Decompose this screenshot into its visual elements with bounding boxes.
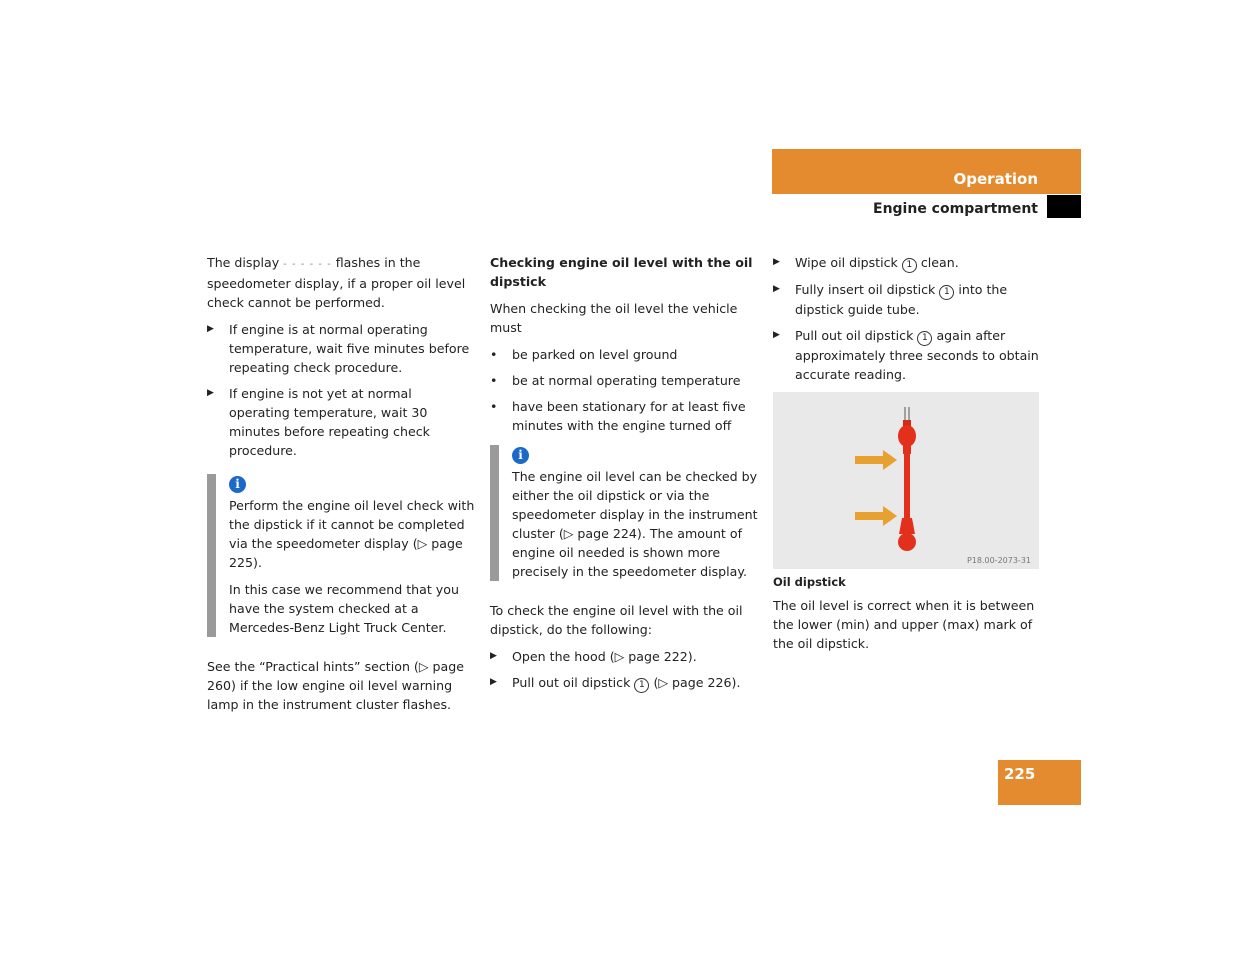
step-item: ▶ Pull out oil dipstick 1 (▷ page 226). [490, 673, 758, 693]
step-arrow-icon: ▶ [773, 330, 780, 340]
step-item: ▶ If engine is at normal operating temperature, wait five minutes before repeating check procedure. [207, 322, 470, 375]
column-1 [207, 253, 475, 714]
instruction-paragraph: To check the engine oil level with the oil dipstick, do the following: [490, 603, 743, 637]
subsection-title: Engine compartment [873, 201, 1038, 217]
step-item: ▶ Wipe oil dipstick 1 clean. [773, 253, 1039, 273]
callout-number: 1 [634, 678, 649, 693]
figure-caption: Oil dipstick [773, 575, 846, 589]
page-number: 225 [1004, 765, 1036, 783]
bullet-item: • be at normal operating temperature [490, 373, 741, 388]
info-note [207, 474, 475, 637]
section-heading: Checking engine oil level with the oil dipstick [490, 255, 753, 289]
intro-paragraph: The display - - - - - - flashes in the speedometer display, if a proper oil level check cannot be performed. [207, 255, 466, 310]
column-2 [490, 253, 758, 700]
note-bar [207, 474, 216, 637]
column-3 [773, 253, 1039, 653]
callout-number: 1 [902, 258, 917, 273]
step-arrow-icon: ▶ [490, 677, 497, 687]
step-arrow-icon: ▶ [207, 388, 214, 398]
upper-mark-arrow-icon [855, 450, 897, 470]
dipstick-illustration [773, 392, 1039, 569]
note-bar [490, 445, 499, 581]
bullet-icon: • [490, 373, 498, 388]
note-paragraph: Perform the engine oil level check with the dipstick if it cannot be completed via the speedometer display (▷ page 225). [229, 498, 475, 570]
intro-paragraph: When checking the oil level the vehicle must [490, 301, 738, 335]
lower-mark-arrow-icon [855, 506, 897, 526]
step-arrow-icon: ▶ [490, 651, 497, 661]
bullet-item: • be parked on level ground [490, 347, 678, 362]
subsection-header [772, 195, 1046, 218]
figure-code: P18.00-2073-31 [966, 556, 1031, 565]
dipstick-lower-taper [899, 518, 915, 534]
header-marker [1047, 195, 1081, 218]
callout-number: 1 [939, 285, 954, 300]
bullet-item: • have been stationary for at least five minutes with the engine turned off [490, 399, 746, 433]
note-paragraph: In this case we recommend that you have the system checked at a Mercedes-Benz Light Truck Center. [229, 582, 459, 635]
page-number-box [998, 760, 1081, 805]
section-title: Operation [953, 170, 1038, 188]
note-paragraph: The engine oil level can be checked by either the oil dipstick or via the speedometer display in the instrument cluster (▷ page 224). The amount of engine oil needed is shown more precisely in the speedometer display. [512, 469, 758, 579]
section-header [772, 149, 1081, 194]
step-item: ▶ Pull out oil dipstick 1 again after approximately three seconds to obtain accurate reading. [773, 328, 1039, 382]
dipstick-shaft [904, 452, 910, 520]
see-paragraph: See the “Practical hints” section (▷ page 260) if the low engine oil level warning lamp in the instrument cluster flashes. [207, 659, 464, 712]
info-icon: i [512, 447, 529, 464]
step-arrow-icon: ▶ [207, 324, 214, 334]
step-arrow-icon: ▶ [773, 257, 780, 267]
step-item: ▶ Open the hood (▷ page 222). [490, 649, 697, 664]
step-arrow-icon: ▶ [773, 284, 780, 294]
info-icon: i [229, 476, 246, 493]
callout-number: 1 [917, 331, 932, 346]
bullet-icon: • [490, 399, 498, 414]
body-paragraph: The oil level is correct when it is between the lower (min) and upper (max) mark of the oil dipstick. [773, 598, 1035, 651]
dipstick-upper-bulb [898, 425, 916, 447]
dipstick-figure [773, 392, 1039, 569]
step-item: ▶ Fully insert oil dipstick 1 into the dipstick guide tube. [773, 282, 1008, 317]
bullet-icon: • [490, 347, 498, 362]
step-item: ▶ If engine is not yet at normal operating temperature, wait 30 minutes before repeating check procedure. [207, 386, 430, 458]
info-note [490, 445, 758, 581]
dipstick-handle [898, 533, 916, 551]
display-dashes: - - - - - - [283, 259, 332, 270]
